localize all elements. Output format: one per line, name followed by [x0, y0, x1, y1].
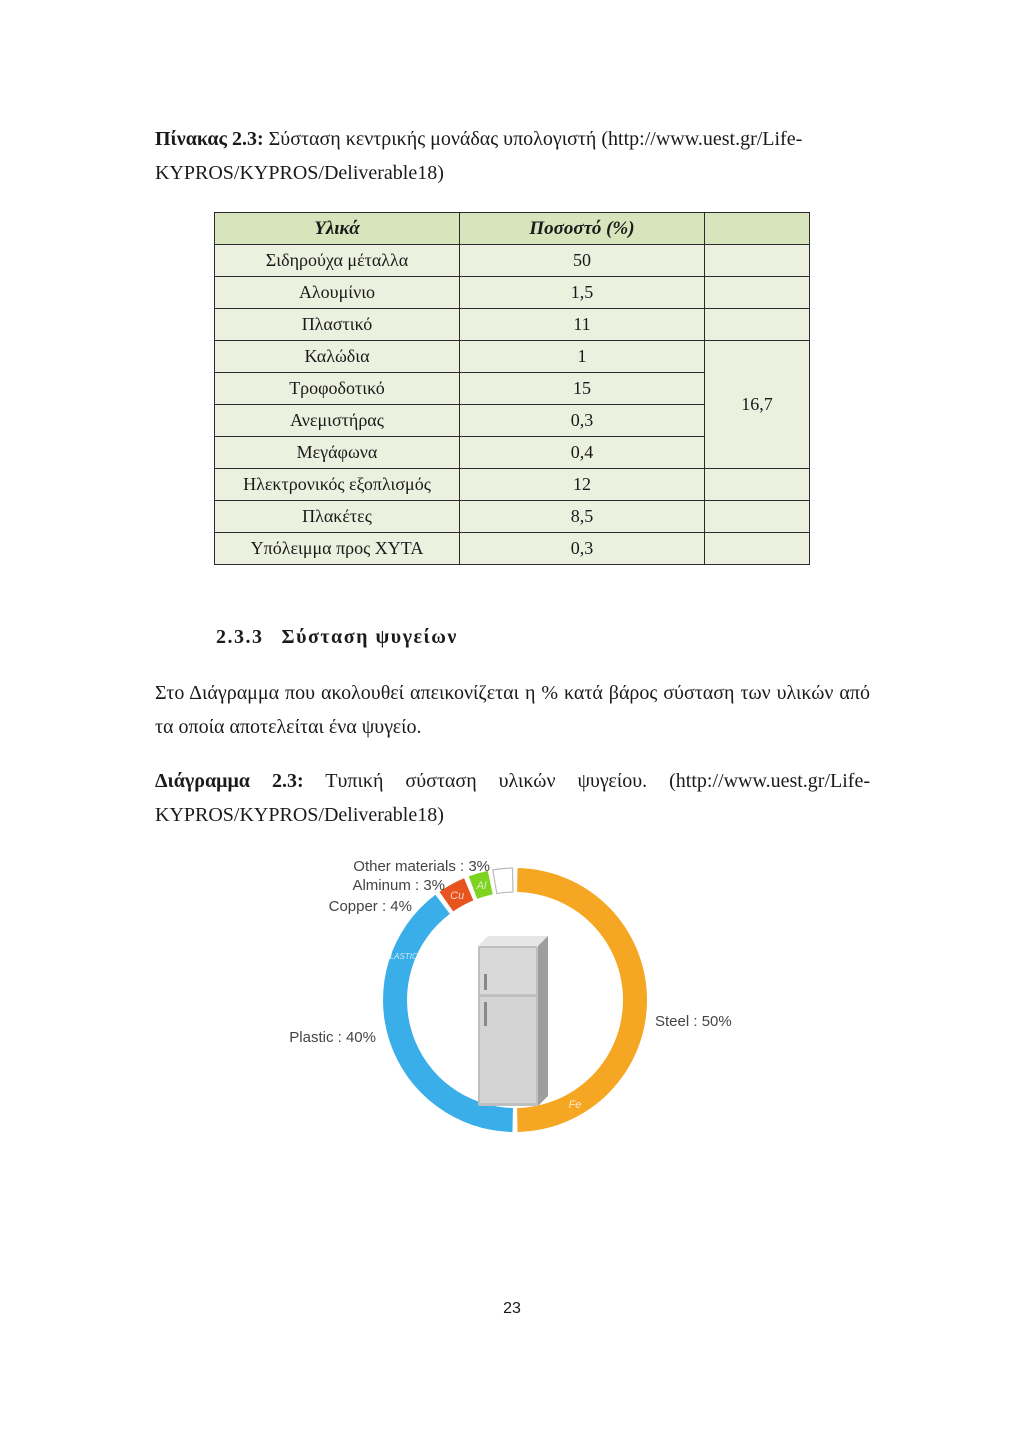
table-cell-material: Πλαστικό — [215, 309, 460, 341]
section-heading — [216, 626, 458, 649]
table-caption-text: Σύσταση κεντρικής μονάδας υπολογιστή (http://www.uest.gr/Life-KYPROS/KYPROS/Deliverable18) — [155, 128, 803, 184]
table-cell-empty — [705, 277, 810, 309]
table-cell-percent: 11 — [460, 309, 705, 341]
segment-text-steel: Fe — [568, 1098, 582, 1111]
table-cell-empty — [705, 245, 810, 277]
table-cell-material: Τροφοδοτικό — [215, 373, 460, 405]
label-alminum: Alminum : 3% — [352, 877, 445, 894]
body-paragraph: Στο Διάγραμμα που ακολουθεί απεικονίζεται η % κατά βάρος σύσταση των υλικών από τα οποία αποτελείται ένα ψυγείο. — [155, 682, 870, 738]
table-cell-merged-value: 16,7 — [705, 341, 810, 469]
diagram-caption — [155, 764, 870, 832]
table-header-row — [215, 213, 810, 245]
table-cell-material: Αλουμίνιο — [215, 277, 460, 309]
segment-other-materials — [493, 868, 513, 894]
table-cell-percent: 1,5 — [460, 277, 705, 309]
table-header-materials: Υλικά — [215, 213, 460, 245]
label-other-materials: Other materials : 3% — [353, 858, 490, 875]
table-caption-label: Πίνακας 2.3: — [155, 128, 264, 150]
table-cell-percent: 12 — [460, 469, 705, 501]
table-cell-empty — [705, 469, 810, 501]
segment-text-plastic: PLASTICS — [384, 952, 424, 962]
table-header-empty — [705, 213, 810, 245]
table-cell-percent: 8,5 — [460, 501, 705, 533]
table-cell-percent: 0,4 — [460, 437, 705, 469]
segment-text-alminum: Al — [476, 879, 487, 892]
table-cell-percent: 0,3 — [460, 533, 705, 565]
table-header-percent: Ποσοστό (%) — [460, 213, 705, 245]
label-steel: Steel : 50% — [655, 1013, 732, 1030]
page-number: 23 — [503, 1300, 521, 1317]
table-row — [215, 341, 810, 373]
table-cell-material: Πλακέτες — [215, 501, 460, 533]
table-cell-empty — [705, 501, 810, 533]
table-cell-percent: 50 — [460, 245, 705, 277]
table-cell-material: Ανεμιστήρας — [215, 405, 460, 437]
table-row — [215, 533, 810, 565]
segment-text-copper: Cu — [450, 889, 465, 902]
table-cell-material: Ηλεκτρονικός εξοπλισμός — [215, 469, 460, 501]
table-row — [215, 245, 810, 277]
label-plastic: Plastic : 40% — [289, 1029, 376, 1046]
table-row — [215, 277, 810, 309]
table-caption — [155, 122, 870, 190]
diagram-caption-label: Διάγραμμα 2.3: — [155, 770, 304, 792]
table-cell-material: Καλώδια — [215, 341, 460, 373]
diagram-caption-text: Τυπική σύσταση υλικών ψυγείου. (http://www.uest.gr/Life-KYPROS/KYPROS/Deliverable18) — [155, 770, 870, 826]
table-cell-empty — [705, 309, 810, 341]
label-copper: Copper : 4% — [328, 898, 412, 915]
table-cell-material: Σιδηρούχα μέταλλα — [215, 245, 460, 277]
section-title: Σύσταση ψυγείων — [281, 626, 458, 648]
table-cell-percent: 0,3 — [460, 405, 705, 437]
table-cell-material: Μεγάφωνα — [215, 437, 460, 469]
table-row — [215, 309, 810, 341]
table-cell-empty — [705, 533, 810, 565]
table-row — [215, 469, 810, 501]
section-number: 2.3.3 — [216, 626, 264, 648]
table-row — [215, 501, 810, 533]
table-cell-material: Υπόλειμμα προς ΧΥΤΑ — [215, 533, 460, 565]
table-cell-percent: 1 — [460, 341, 705, 373]
refrigerator-composition-chart — [270, 850, 760, 1150]
materials-table — [214, 212, 810, 565]
refrigerator-icon — [478, 936, 548, 1106]
table-cell-percent: 15 — [460, 373, 705, 405]
